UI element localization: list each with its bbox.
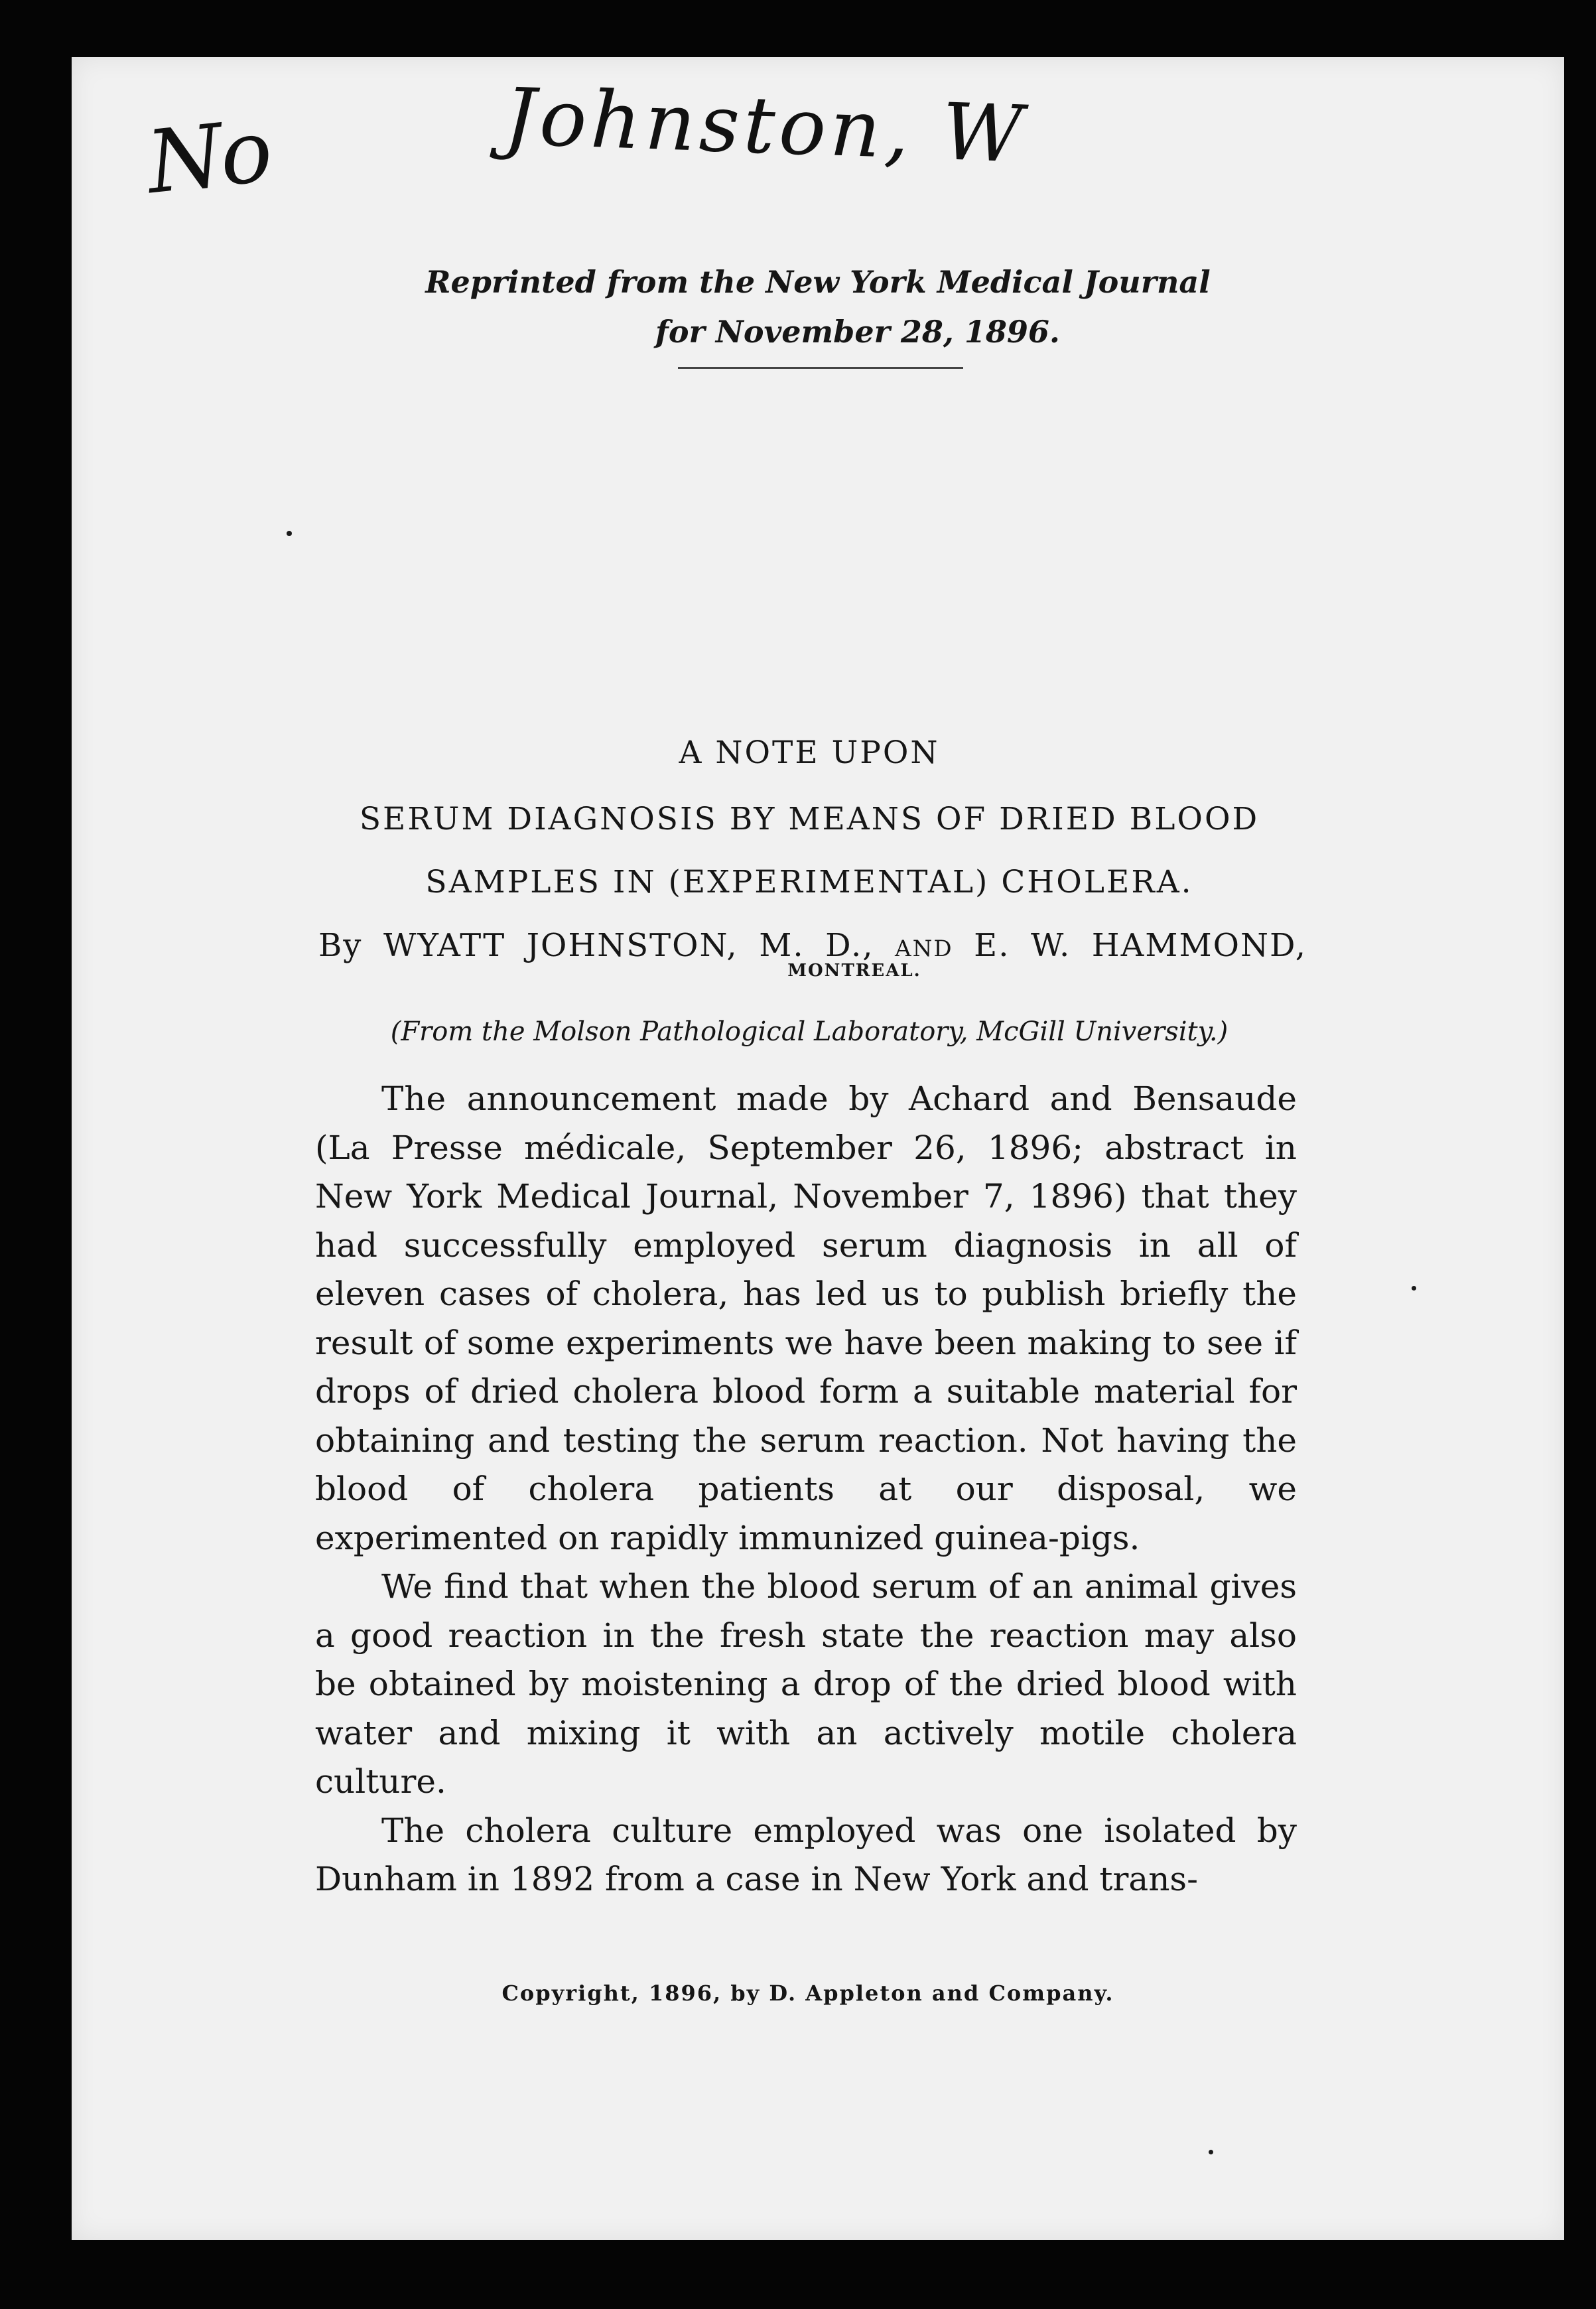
affiliation: (From the Molson Pathological Laboratory, McGill University.) <box>390 1016 1229 1047</box>
paragraph-2: We find that when the blood serum of an animal gives a good reaction in the fresh state the reaction may also be obtained by moistening a drop of the dried blood with water and mixing it with an actively motile cholera culture. <box>315 1567 1297 1801</box>
speck-mark <box>1209 2150 1213 2154</box>
handwritten-number-label: No <box>142 100 275 214</box>
speck-mark <box>1412 1286 1416 1291</box>
speck-mark <box>287 531 292 536</box>
byline-and: AND <box>895 936 953 962</box>
author-location: MONTREAL. <box>787 961 921 981</box>
article-title-line-2: SERUM DIAGNOSIS BY MEANS OF DRIED BLOOD <box>359 801 1260 837</box>
article-title-line-3: SAMPLES IN (EXPERIMENTAL) CHOLERA. <box>425 864 1193 900</box>
author-2: E. W. HAMMOND, <box>974 927 1307 964</box>
paragraph-1-text: announcement made by Achard and Bensaude (La Presse médicale, September 26, 1896; abstract in New York Medical Journal, November 7, 1896) that they had successfully employed serum diagnosis in all of eleven cases of cholera, has led us to publish briefly the result of some experiments we have been making to see if drops of dried cholera blood form a suitable material for obtaining and testing the serum reaction. Not having the blood of cholera patients at our disposal, we experimented on rapidly immunized guinea-pigs. <box>315 1080 1297 1557</box>
copyright-notice: Copyright, 1896, by D. Appleton and Company. <box>501 1981 1114 2006</box>
article-title-line-1: A NOTE UPON <box>679 735 940 771</box>
author-1: WYATT JOHNSTON, M. D., <box>383 927 874 964</box>
divider-rule <box>678 367 963 369</box>
reprint-notice-line-1: Reprinted from the New York Medical Journal <box>425 264 1211 300</box>
reprint-notice-line-2: for November 28, 1896. <box>655 314 1060 350</box>
paragraph-3: The cholera culture employed was one isolated by Dunham in 1892 from a case in New York and trans- <box>315 1811 1297 1898</box>
paragraph-1 <box>315 1075 1297 1563</box>
byline-by: By <box>318 927 363 964</box>
paragraph-1-lead: The <box>381 1080 447 1118</box>
article-body <box>315 1075 1297 1904</box>
handwritten-author-name: Johnston, W <box>502 70 1028 180</box>
